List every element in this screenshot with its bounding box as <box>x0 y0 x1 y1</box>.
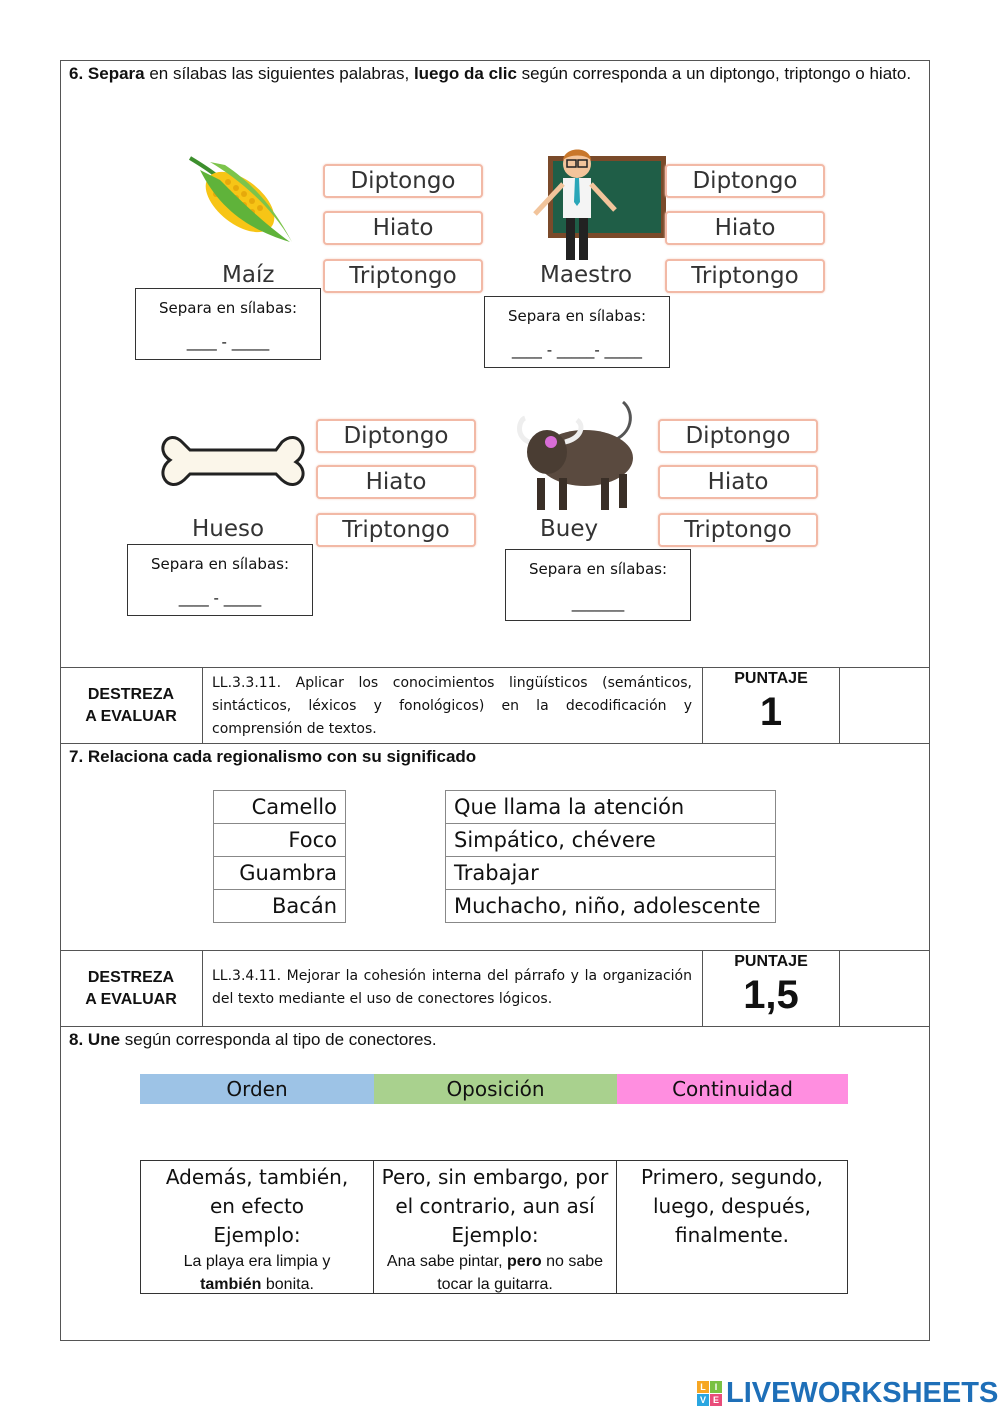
term-bacan[interactable]: Bacán <box>214 890 346 923</box>
destreza-row-1 <box>60 667 930 744</box>
connector-line: Pero, sin embargo, por <box>381 1165 609 1189</box>
maiz-syllable-box[interactable] <box>135 288 321 360</box>
connector-line: Primero, segundo, <box>640 1165 824 1189</box>
word-buey: Buey <box>540 516 599 542</box>
buey-option-triptongo[interactable]: Triptongo <box>658 513 818 547</box>
syllable-blank[interactable]: ____ - _____ <box>178 589 262 607</box>
regionalism-meanings-table <box>445 790 776 923</box>
puntaje-value: 1,5 <box>743 973 799 1017</box>
example-sentence: La playa era limpia y también bonita. <box>183 1253 331 1293</box>
term-foco[interactable]: Foco <box>214 824 346 857</box>
destreza-text-cell <box>203 951 703 1026</box>
buey-option-hiato[interactable]: Hiato <box>658 465 818 499</box>
puntaje-cell <box>703 951 840 1026</box>
puntaje-label: PUNTAJE <box>734 953 808 970</box>
maestro-syllable-box[interactable] <box>484 296 670 368</box>
puntaje-value: 1 <box>759 690 783 734</box>
buey-syllable-box[interactable] <box>505 549 691 621</box>
destreza-label-line1: DESTREZA <box>87 686 175 703</box>
connector-line: Además, también, <box>165 1165 349 1189</box>
maiz-option-hiato[interactable]: Hiato <box>323 211 483 245</box>
meaning-item[interactable]: Simpático, chévere <box>446 824 776 857</box>
maiz-option-diptongo[interactable]: Diptongo <box>323 164 483 198</box>
example-sentence: Ana sabe pintar, pero no sabe tocar la guitarra. <box>386 1253 604 1293</box>
teacher-image <box>530 140 670 265</box>
connector-line: finalmente. <box>674 1223 790 1247</box>
word-hueso: Hueso <box>192 516 265 542</box>
sep-label: Separa en sílabas: <box>158 299 298 317</box>
buey-option-diptongo[interactable]: Diptongo <box>658 419 818 453</box>
maestro-option-diptongo[interactable]: Diptongo <box>665 164 825 198</box>
hueso-syllable-box[interactable] <box>127 544 313 616</box>
q7-title: 7. Relaciona cada regionalismo con su significado <box>69 747 477 766</box>
regionalism-terms-table <box>213 790 346 923</box>
word-maestro: Maestro <box>540 262 633 288</box>
bone-image <box>160 430 305 495</box>
maestro-option-hiato[interactable]: Hiato <box>665 211 825 245</box>
syllable-blank[interactable]: ____ - _____- _____ <box>511 341 643 359</box>
destreza-label-line2: A EVALUAR <box>85 708 177 725</box>
destreza-text: LL.3.4.11. Mejorar la cohesión interna del párrafo y la organización del texto mediante el uso de conectores lógicos. <box>212 968 692 1007</box>
puntaje-score-cell <box>840 668 930 743</box>
meaning-item[interactable]: Que llama la atención <box>446 791 776 824</box>
connector-line: el contrario, aun así <box>395 1194 595 1218</box>
destreza-row-2 <box>60 950 930 1027</box>
connector-cell-3[interactable] <box>616 1160 848 1294</box>
syllable-blank[interactable]: ____ - _____ <box>186 333 270 351</box>
puntaje-cell <box>703 668 840 743</box>
brand-name: LIVEWORKSHEETS <box>726 1376 999 1409</box>
ox-image <box>515 400 645 515</box>
destreza-text: LL.3.3.11. Aplicar los conocimientos lingüísticos (semánticos, sintácticos, léxicos y fonológicos) en la decodificación y comprensión de textos. <box>212 675 692 737</box>
q6-instructions: 6. Separa en sílabas las siguientes palabras, luego da clic según corresponda a un diptongo, triptongo o hiato. <box>69 64 912 83</box>
term-camello[interactable]: Camello <box>214 791 346 824</box>
connector-header-continuidad[interactable]: Continuidad <box>617 1074 848 1104</box>
term-guambra[interactable]: Guambra <box>214 857 346 890</box>
example-label: Ejemplo: <box>451 1223 539 1247</box>
syllable-blank[interactable]: _______ <box>571 594 625 612</box>
q8-instructions: 8. Une según corresponda al tipo de conectores. <box>69 1030 437 1049</box>
destreza-label-line1: DESTREZA <box>87 969 175 986</box>
hueso-option-diptongo[interactable]: Diptongo <box>316 419 476 453</box>
example-label: Ejemplo: <box>213 1223 301 1247</box>
maestro-option-triptongo[interactable]: Triptongo <box>665 259 825 293</box>
word-maiz: Maíz <box>222 262 275 288</box>
destreza-text-cell <box>203 668 703 743</box>
destreza-label-line2: A EVALUAR <box>85 991 177 1008</box>
sep-label: Separa en sílabas: <box>528 560 668 578</box>
puntaje-label: PUNTAJE <box>734 670 808 687</box>
connector-header-orden[interactable]: Orden <box>140 1074 374 1104</box>
sep-label: Separa en sílabas: <box>150 555 290 573</box>
meaning-item[interactable]: Muchacho, niño, adolescente <box>446 890 776 923</box>
sep-label: Separa en sílabas: <box>507 307 647 325</box>
corn-image <box>180 150 300 250</box>
connector-line: en efecto <box>209 1194 305 1218</box>
hueso-option-hiato[interactable]: Hiato <box>316 465 476 499</box>
puntaje-score-cell <box>840 951 930 1026</box>
connector-line: luego, después, <box>652 1194 812 1218</box>
connector-header-oposicion[interactable]: Oposición <box>374 1074 617 1104</box>
destreza-label-cell <box>60 951 203 1026</box>
logo-icon: L I V E <box>697 1381 722 1406</box>
hueso-option-triptongo[interactable]: Triptongo <box>316 513 476 547</box>
meaning-item[interactable]: Trabajar <box>446 857 776 890</box>
maiz-option-triptongo[interactable]: Triptongo <box>323 259 483 293</box>
destreza-label-cell <box>60 668 203 743</box>
connector-cell-2[interactable] <box>373 1160 617 1294</box>
liveworksheets-logo <box>697 1376 998 1410</box>
connector-cell-1[interactable] <box>140 1160 374 1294</box>
